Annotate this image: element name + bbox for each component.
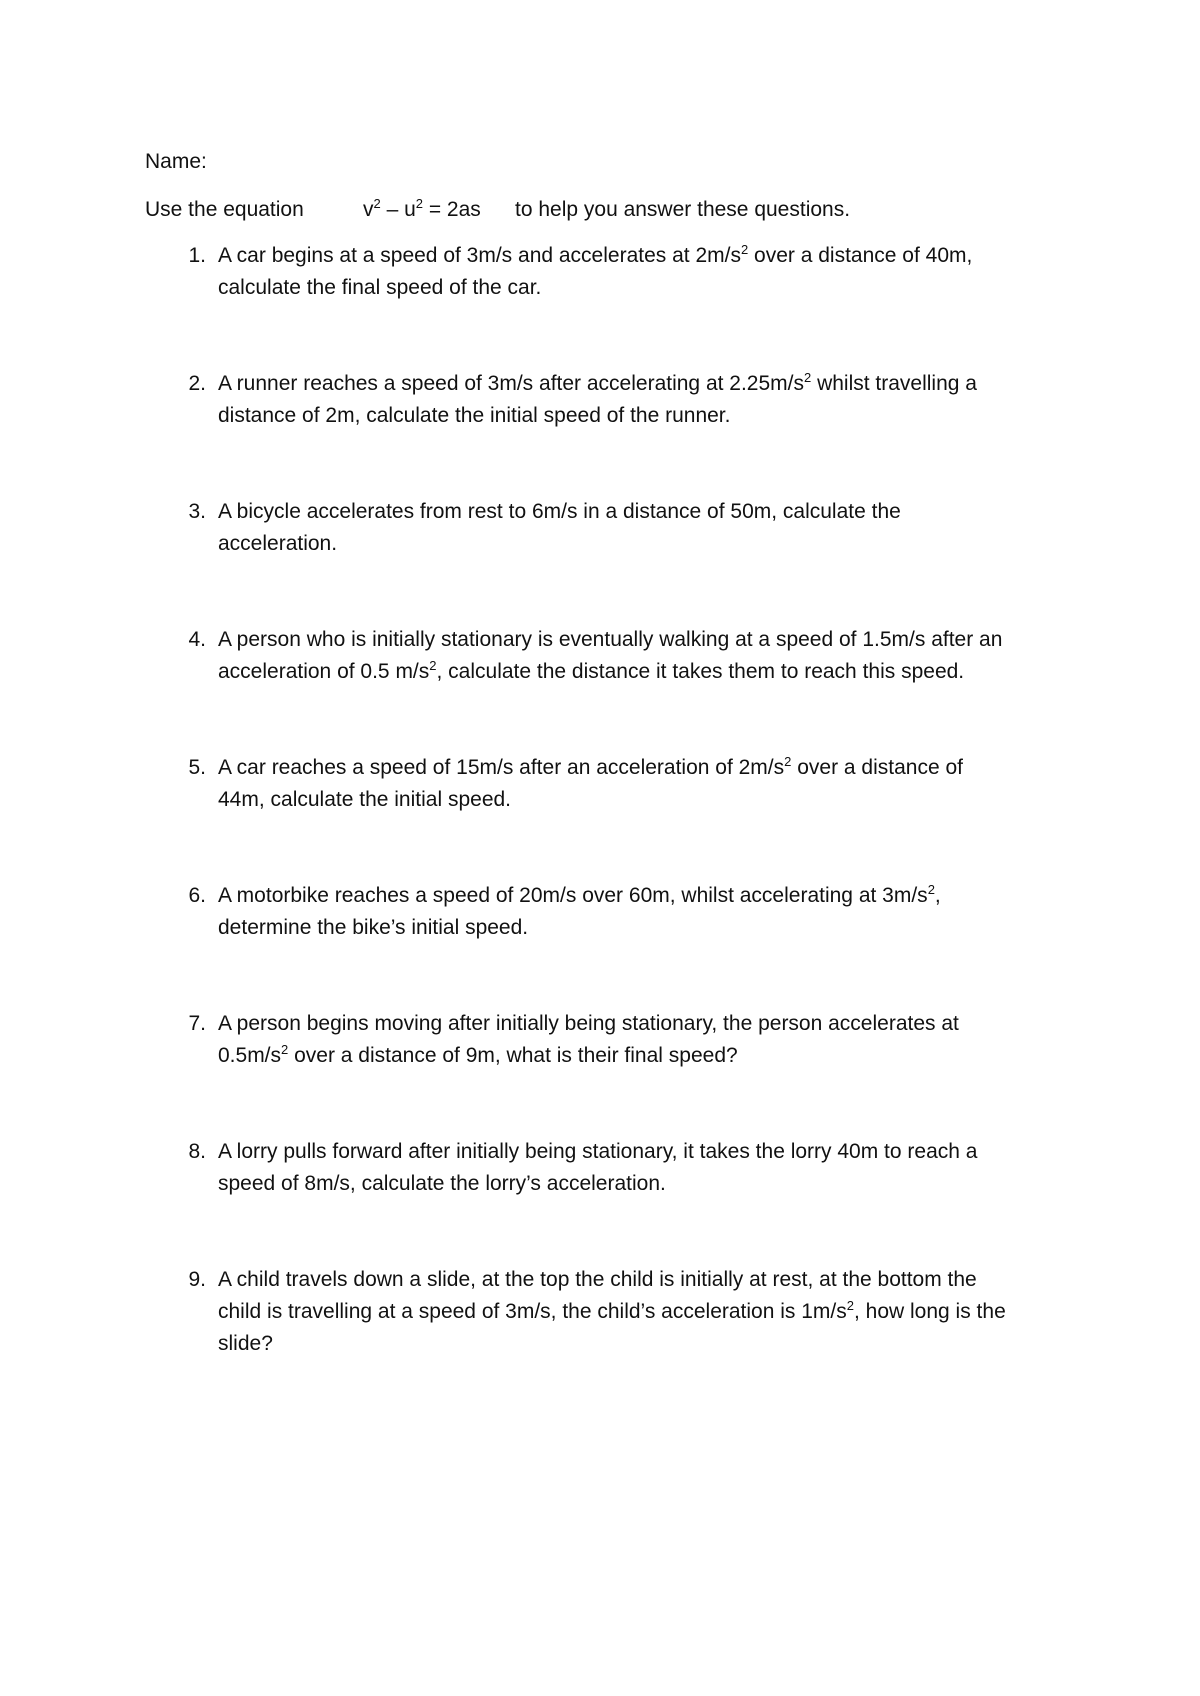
superscript-exponent: 2 — [927, 882, 935, 897]
equation — [363, 196, 481, 224]
superscript-exponent: 2 — [281, 1042, 289, 1057]
question-line-text: slide? — [218, 1332, 273, 1355]
question-line — [218, 1264, 1078, 1296]
instruction-after: to help you answer these questions. — [515, 198, 851, 221]
question-line — [218, 496, 1078, 528]
question-line — [218, 752, 1078, 784]
question-line-text: child is travelling at a speed of 3m/s, the child’s acceleration is 1m/s — [218, 1300, 847, 1323]
equation-minus-u: – u — [380, 198, 416, 221]
question-line-text: acceleration of 0.5 m/s — [218, 660, 430, 683]
question-line-text: A motorbike reaches a speed of 20m/s over 60m, whilst accelerating at 3m/s — [218, 884, 928, 907]
question-number: 7. — [188, 1012, 206, 1035]
question-line-text: A car reaches a speed of 15m/s after an acceleration of 2m/s — [218, 756, 785, 779]
question-line-text: A bicycle accelerates from rest to 6m/s in a distance of 50m, calculate the — [218, 500, 901, 523]
name-label: Name: — [145, 150, 207, 173]
question-line — [218, 1136, 1078, 1168]
question-line-text: A person begins moving after initially being stationary, the person accelerates at — [218, 1012, 959, 1035]
question-text — [218, 1264, 1078, 1360]
question-line-text: determine the bike’s initial speed. — [218, 916, 529, 939]
question-text — [218, 752, 1078, 816]
question-text — [218, 240, 1078, 304]
question-line — [218, 1008, 1078, 1040]
question-line — [218, 400, 1078, 432]
question-number: 9. — [188, 1268, 206, 1291]
question-number: 3. — [188, 500, 206, 523]
question-line-text: calculate the final speed of the car. — [218, 276, 542, 299]
question-line — [218, 1296, 1078, 1328]
question-line-text: A runner reaches a speed of 3m/s after accelerating at 2.25m/s — [218, 372, 804, 395]
question-number: 2. — [188, 372, 206, 395]
question-line — [218, 656, 1078, 688]
superscript-exponent: 2 — [740, 242, 749, 257]
question-number: 6. — [188, 884, 206, 907]
superscript-exponent: 2 — [846, 1298, 854, 1313]
question-text — [218, 496, 1078, 560]
question-text — [218, 624, 1078, 688]
question-line — [218, 624, 1078, 656]
question-number: 1. — [188, 244, 206, 267]
question-line — [218, 528, 1078, 560]
equation-v-exponent: 2 — [373, 196, 381, 211]
question-line — [218, 880, 1078, 912]
question-line — [218, 1168, 1078, 1200]
question-line-text: over a distance of 40m, — [748, 244, 973, 267]
equation-rest: = 2as — [423, 198, 481, 221]
question-text — [218, 1136, 1078, 1200]
question-line — [218, 1040, 1078, 1072]
question-line-text: A lorry pulls forward after initially being stationary, it takes the lorry 40m to reach a — [218, 1140, 978, 1163]
question-line-text: A car begins at a speed of 3m/s and accelerates at 2m/s — [218, 244, 741, 267]
question-line — [218, 368, 1078, 400]
question-text — [218, 1008, 1078, 1072]
question-line-text: , — [934, 884, 941, 907]
question-line-text: speed of 8m/s, calculate the lorry’s acceleration. — [218, 1172, 666, 1195]
question-line — [218, 912, 1078, 944]
instruction-before: Use the equation — [145, 198, 304, 221]
question-line-text: 44m, calculate the initial speed. — [218, 788, 512, 811]
question-line — [218, 1328, 1078, 1360]
question-line — [218, 240, 1078, 272]
question-line-text: 0.5m/s — [218, 1044, 282, 1067]
question-line-text: acceleration. — [218, 532, 338, 555]
question-line — [218, 784, 1078, 816]
question-line-text: whilst travelling a — [811, 372, 977, 395]
question-line-text: , calculate the distance it takes them to reach this speed. — [436, 660, 965, 683]
question-line-text: , how long is the — [853, 1300, 1006, 1323]
equation-u-exponent: 2 — [415, 196, 423, 211]
superscript-exponent: 2 — [804, 370, 812, 385]
equation-v: v — [363, 198, 374, 221]
question-line-text: A person who is initially stationary is eventually walking at a speed of 1.5m/s after an — [218, 628, 1003, 651]
question-number: 4. — [188, 628, 206, 651]
question-text — [218, 880, 1078, 944]
question-line — [218, 272, 1078, 304]
question-line-text: A child travels down a slide, at the top the child is initially at rest, at the bottom the — [218, 1268, 977, 1291]
superscript-exponent: 2 — [429, 658, 437, 673]
superscript-exponent: 2 — [784, 754, 792, 769]
question-text — [218, 368, 1078, 432]
question-line-text: over a distance of — [791, 756, 963, 779]
question-line-text: over a distance of 9m, what is their final speed? — [288, 1044, 738, 1067]
question-number: 8. — [188, 1140, 206, 1163]
question-number: 5. — [188, 756, 206, 779]
question-line-text: distance of 2m, calculate the initial speed of the runner. — [218, 404, 731, 427]
